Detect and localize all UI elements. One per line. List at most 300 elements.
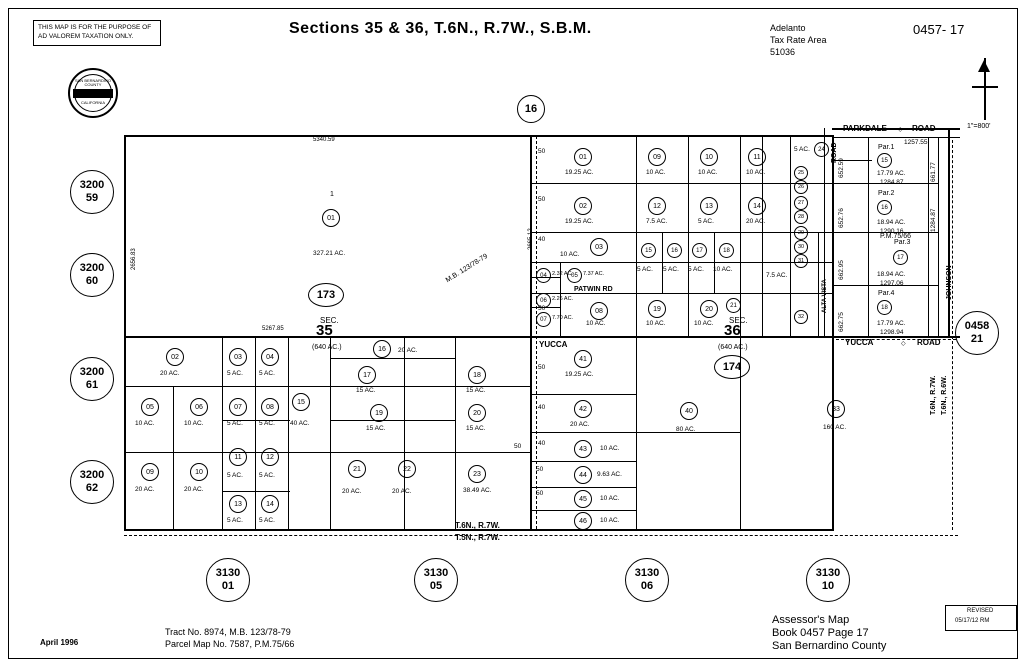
parcel-id: 10 (705, 153, 713, 161)
r-parcel-46-acres: 10 AC. (600, 517, 620, 524)
book-circle-bottom: 21 (970, 333, 984, 345)
r-parcel-29 (794, 226, 808, 240)
parcel-23 (468, 465, 486, 483)
r-parcel-41-acres: 19.25 AC. (565, 371, 594, 378)
par3-circle: 17 (893, 250, 908, 265)
johnson-road-right (948, 128, 950, 336)
parcel-17-acres: 15 AC. (356, 387, 376, 394)
johnson-road-right-label: JOHNSON (946, 265, 953, 300)
book-circle-3200-59 (70, 170, 114, 214)
township-line-1: T.6N., R.7W. (455, 521, 500, 530)
lr-grid-h-2 (531, 432, 636, 433)
par4-label: Par.4 (878, 290, 895, 297)
parcel-1-label: 1 (330, 191, 334, 198)
r-parcel-03 (590, 238, 608, 256)
book-circle-bottom: 59 (85, 192, 99, 204)
assessor-line-1: Assessor's Map (772, 614, 850, 626)
r-parcel-07-acres: 7.70 AC. (552, 315, 574, 321)
map-top-edge (124, 135, 834, 137)
book-circle-3130-01 (206, 558, 250, 602)
parcel-01-acres: 327.21 AC. (313, 250, 346, 257)
r-parcel-24 (814, 142, 829, 157)
parcel-id: 18 (473, 371, 481, 379)
r-parcel-40 (680, 402, 698, 420)
parcel-id: 02 (171, 353, 179, 361)
r-parcel-13-acres: 5 AC. (698, 218, 714, 225)
parcel-id: 09 (146, 468, 154, 476)
johnson-road-left-label: ROAD (831, 142, 838, 163)
parcel-id: 41 (579, 355, 587, 363)
parcel-10-acres: 20 AC. (184, 486, 204, 493)
yucca-left-label: YUCCA (539, 340, 568, 349)
parcel-id: 15 (297, 398, 305, 406)
r-grid-v-4 (790, 135, 791, 336)
parcel-07 (229, 398, 247, 416)
book-circle-3130-10 (806, 558, 850, 602)
parcel-id: 10 (195, 468, 203, 476)
parcel-id: 11 (234, 453, 242, 461)
par3-acres: 18.94 AC. (877, 271, 906, 278)
r-parcel-02 (574, 197, 592, 215)
parcel-09 (141, 463, 159, 481)
parkdale-road-label: PARKDALE (843, 124, 887, 133)
par-col-dim-c: 662.95 (838, 260, 845, 280)
parkdale-road-bottom (832, 137, 960, 138)
sec35-label: SEC. (320, 316, 339, 325)
r-parcel-17 (692, 243, 707, 258)
r-parcel-44 (574, 466, 592, 484)
patwin-road-label: PATWIN RD (574, 286, 613, 293)
book-circle-3200-60 (70, 253, 114, 297)
r-parcel-13 (700, 197, 718, 215)
lr-grid-h-5 (531, 510, 636, 511)
book-circle-3130-05 (414, 558, 458, 602)
par-block-left (868, 137, 869, 336)
parcel-11-acres: 5 AC. (227, 472, 243, 479)
grid-v-6 (404, 336, 405, 529)
tract-circle-label: 16 (524, 103, 538, 115)
sec36-number: 36 (724, 322, 741, 339)
r-parcel-20 (700, 300, 718, 318)
r-parcel-21 (726, 298, 741, 313)
parcel-02-acres: 20 AC. (160, 370, 180, 377)
book-circle-top: 3200 (79, 469, 105, 482)
r-parcel-15-acres: 5 AC. (637, 266, 653, 273)
r-parcel-04 (536, 268, 551, 283)
parcel-id: 03 (234, 353, 242, 361)
book-circle-top: 0458 (964, 320, 990, 333)
parcel-note: Parcel Map No. 7587, P.M.75/66 (165, 639, 295, 649)
r-parcel-24-acres: 5 AC. (794, 146, 810, 153)
r-parcel-44-acres: 9.63 AC. (597, 471, 622, 478)
parcel-22 (398, 460, 416, 478)
parcel-id: 21 (730, 302, 737, 309)
scale-note: 1"=800' (967, 123, 991, 130)
r-grid-h-5 (531, 336, 833, 338)
patwin-road-line (560, 293, 833, 294)
r-parcel-12-acres: 7.5 AC. (646, 218, 668, 225)
r-parcel-31 (794, 254, 808, 268)
r-parcel-12 (648, 197, 666, 215)
r-parcel-15 (641, 243, 656, 258)
parkdale-dash: ◇ (898, 127, 903, 133)
lr-grid-h-4 (531, 487, 636, 488)
r-parcel-42-acres: 20 AC. (570, 421, 590, 428)
r-parcel-16-acres: 5 AC. (663, 266, 679, 273)
parcel-21-acres: 20 AC. (342, 488, 362, 495)
parcel-id: 08 (266, 403, 274, 411)
tax-area-number: 51036 (770, 47, 796, 57)
yucca-road-suffix: ROAD (917, 338, 941, 347)
dim-top-width: 5340.59 (313, 137, 335, 143)
par1-circle: 15 (877, 153, 892, 168)
parcel-06-acres: 10 AC. (184, 420, 204, 427)
seal-label-2: CALIFORNIA (80, 100, 105, 105)
sec35-area: (640 AC.) (312, 344, 342, 351)
township-vert-1: T.6N., R.7W. (930, 375, 937, 415)
r-grid-h-4 (531, 262, 833, 263)
yucca-right-label: YUCCA (845, 338, 874, 347)
tract-circle-label: 173 (316, 289, 336, 301)
parcel-id: 01 (579, 153, 587, 161)
parcel-id: 04 (266, 353, 274, 361)
parcel-id: 13 (234, 500, 242, 508)
sheet-number: 0457- 17 (913, 22, 965, 37)
r-parcel-17-acres: 5 AC. (688, 266, 704, 273)
parcel-id: 40 (685, 407, 693, 415)
par1-top-dim: 1257.55 (904, 139, 928, 146)
par1-label: Par.1 (878, 144, 895, 151)
book-circle-bottom: 61 (85, 379, 99, 391)
grid-v-4 (173, 386, 174, 529)
r-parcel-33 (827, 400, 845, 418)
tax-area-city: Adelanto (770, 23, 806, 33)
parcel-id: 07 (540, 316, 547, 323)
parcel-01 (322, 209, 340, 227)
lr-grid-h-3 (531, 461, 636, 462)
assessor-line-2: Book 0457 Page 17 (772, 627, 869, 639)
parcel-id: 03 (595, 243, 603, 251)
tick-dim-6: 40 (538, 404, 546, 411)
township-line-2: T.5N., R.7W. (455, 533, 500, 542)
par-col-dim-e: 661.77 (930, 162, 937, 182)
parcel-04-acres: 5 AC. (259, 370, 275, 377)
grid-v-5 (330, 336, 331, 529)
grid-h-3 (222, 491, 290, 492)
grid-v-7 (455, 336, 456, 529)
r-parcel-11 (748, 148, 766, 166)
yucca-dash: ◇ (901, 341, 906, 347)
parcel-14-acres: 5 AC. (259, 517, 275, 524)
r-parcel-42 (574, 400, 592, 418)
page-title: Sections 35 & 36, T.6N., R.7W., S.B.M. (289, 20, 592, 37)
parkdale-road-suffix: ROAD (912, 124, 936, 133)
parcel-id: 06 (540, 297, 547, 304)
parcel-id: 45 (579, 495, 587, 503)
parcel-id: 07 (234, 403, 242, 411)
parcel-08 (261, 398, 279, 416)
grid-v-2 (255, 336, 256, 529)
par2-dim: 1290.16 (880, 228, 904, 235)
r-parcel-10 (700, 148, 718, 166)
tick-dim-5: 50 (538, 364, 546, 371)
r-grid-h-1 (531, 183, 833, 184)
map-border (8, 8, 1018, 659)
r-parcel-03-acres: 10 AC. (560, 251, 580, 258)
tract-circle-173 (308, 283, 344, 307)
book-circle-bottom: 10 (821, 580, 835, 592)
parcel-12 (261, 448, 279, 466)
parcel-id: 14 (753, 202, 761, 210)
parcel-04 (261, 348, 279, 366)
parcel-id: 12 (653, 202, 661, 210)
r-parcel-18 (719, 243, 734, 258)
tick-dim-3: 40 (538, 236, 546, 243)
r-grid-v-2 (688, 135, 689, 336)
lr-grid-h-1 (531, 394, 636, 395)
pm-label: P.M.75/66 (880, 233, 912, 240)
parcel-02 (166, 348, 184, 366)
book-circle-top: 3200 (79, 179, 105, 192)
parcel-03-acres: 5 AC. (227, 370, 243, 377)
r-parcel-43 (574, 440, 592, 458)
parcel-id: 46 (579, 517, 587, 525)
sec35-number: 35 (316, 322, 333, 339)
parcel-id: 17 (363, 371, 371, 379)
par1-acres: 17.79 AC. (877, 170, 906, 177)
tick-dim-8: 50 (536, 466, 544, 473)
parcel-06 (190, 398, 208, 416)
grid-h-2 (124, 452, 531, 453)
grid-h-5 (330, 420, 456, 421)
parcel-19-acres: 15 AC. (366, 425, 386, 432)
r-parcel-09 (648, 148, 666, 166)
book-circle-bottom: 01 (221, 580, 235, 592)
parcel-id: 28 (797, 214, 805, 220)
par2-acres: 18.94 AC. (877, 219, 906, 226)
parcel-15-acres: 40 AC. (290, 420, 310, 427)
book-circle-0458-21 (955, 311, 999, 355)
county-seal-icon (68, 68, 118, 118)
parcel-12-acres: 5 AC. (259, 472, 275, 479)
tick-dim-2: 50 (538, 196, 546, 203)
par4-acres: 17.79 AC. (877, 320, 906, 327)
map-right-edge (832, 135, 834, 530)
grid-v-1 (222, 336, 223, 529)
parcel-id: 04 (540, 272, 547, 279)
book-circle-3200-61 (70, 357, 114, 401)
par-col-dim-f: 1284.87 (930, 208, 937, 232)
r-grid-v-7 (762, 135, 763, 336)
parcel-id: 11 (753, 153, 761, 161)
parcel-id: 21 (353, 465, 361, 473)
par1-dim: 1284.87 (880, 179, 904, 186)
parcel-id: 24 (818, 146, 825, 153)
book-circle-top: 3200 (79, 366, 105, 379)
parcel-id: 09 (653, 153, 661, 161)
parcel-id: 20 (473, 409, 481, 417)
book-circle-top: 3200 (79, 262, 105, 275)
township-dash-line (124, 535, 958, 536)
book-circle-3200-62 (70, 460, 114, 504)
parcel-21 (348, 460, 366, 478)
parcel-id: 23 (473, 470, 481, 478)
r-parcel-28 (794, 210, 808, 224)
r-parcel-07 (536, 312, 551, 327)
dim-bottom-width: 5267.85 (262, 326, 284, 332)
parcel-16 (373, 340, 391, 358)
parcel-id: 18 (723, 247, 730, 254)
r-parcel-25 (794, 166, 808, 180)
r-parcel-19 (648, 300, 666, 318)
parcel-09-acres: 20 AC. (135, 486, 155, 493)
parcel-id: 30 (797, 244, 805, 250)
parcel-13 (229, 495, 247, 513)
parcel-20 (468, 404, 486, 422)
alta-vista-road-l (818, 232, 819, 336)
grid-h-6 (330, 358, 456, 359)
tax-disclaimer-note (33, 20, 161, 46)
parcel-id: 05 (146, 403, 154, 411)
alta-vista-road-label: ALTA VISTA (822, 279, 828, 313)
parcel-18-acres: 15 AC. (466, 387, 486, 394)
parcel-id: 33 (832, 405, 840, 413)
parcel-16-acres: 20 AC. (398, 347, 418, 354)
parcel-id: 08 (595, 307, 603, 315)
par3-label: Par.3 (894, 239, 911, 246)
parcel-id: 20 (705, 305, 713, 313)
r-parcel-20-acres: 10 AC. (694, 320, 714, 327)
parcel-id: 13 (705, 202, 713, 210)
tract-circle-label: 174 (722, 361, 742, 373)
tax-area-label: Tax Rate Area (770, 35, 827, 45)
parcel-id: 27 (797, 200, 805, 206)
tract-circle-174 (714, 355, 750, 379)
r-parcel-32 (794, 310, 808, 324)
r-parcel-09-acres: 10 AC. (646, 169, 666, 176)
r-parcel-46 (574, 512, 592, 530)
par4-dim: 1298.94 (880, 329, 904, 336)
par-col-dim-d: 662.75 (838, 312, 845, 332)
r-parcel-33-acres: 160 AC. (823, 424, 847, 431)
revised-label: REVISED (967, 608, 994, 614)
r-parcel-30 (794, 240, 808, 254)
parcel-id: 17 (696, 247, 703, 254)
r-parcel-02-acres: 19.25 AC. (565, 218, 594, 225)
parcel-11 (229, 448, 247, 466)
r-parcel-27 (794, 196, 808, 210)
book-circle-bottom: 05 (429, 580, 443, 592)
parcel-13-acres: 5 AC. (227, 517, 243, 524)
r-parcel-08 (590, 302, 608, 320)
book-circle-top: 3130 (423, 567, 449, 580)
parcel-id: 12 (266, 453, 274, 461)
dim-left-height: 2656.83 (131, 248, 137, 270)
map-date: April 1996 (40, 638, 79, 647)
parcel-23-acres: 38.49 AC. (463, 487, 492, 494)
parcel-id: 22 (403, 465, 411, 473)
parcel-id: 01 (327, 214, 335, 222)
book-circle-bottom: 62 (85, 482, 99, 494)
tick-dim-10: 50 (514, 443, 522, 450)
r-parcel-01-acres: 19.25 AC. (565, 169, 594, 176)
parcel-id: 02 (579, 202, 587, 210)
r-parcel-14 (748, 197, 766, 215)
r-parcel-06-acres: 2.26 AC. (552, 296, 574, 302)
parcel-22-acres: 20 AC. (392, 488, 412, 495)
sec36-label: SEC. (729, 316, 748, 325)
dim-right-height: 2665.12 (528, 228, 534, 250)
sec36-area: (640 AC.) (718, 344, 748, 351)
parcel-id: 19 (653, 305, 661, 313)
r-parcel-40-acres: 80 AC. (676, 426, 696, 433)
parcel-id: 19 (375, 409, 383, 417)
r-parcel-11-acres: 10 AC. (746, 169, 766, 176)
parcel-id: 26 (797, 184, 805, 190)
r-parcel-43-acres: 10 AC. (600, 445, 620, 452)
tax-disclaimer-text: THIS MAP IS FOR THE PURPOSE OF AD VALOREM TAXATION ONLY. (38, 24, 152, 40)
r-grid-h-2 (531, 232, 833, 233)
r-parcel-19-acres: 10 AC. (646, 320, 666, 327)
tract-circle-16 (517, 95, 545, 123)
r-parcel-26 (794, 180, 808, 194)
grid-v-3 (288, 336, 289, 529)
par4-circle: 18 (877, 300, 892, 315)
township-vert-2: T.6N., R.6W. (941, 375, 948, 415)
assessor-line-3: San Bernardino County (772, 640, 887, 652)
r-parcel-05-acres: 7.37 AC. (583, 271, 605, 277)
parcel-id: 42 (579, 405, 587, 413)
map-left-edge (124, 135, 126, 530)
par2-label: Par.2 (878, 190, 895, 197)
r-parcel-05 (567, 268, 582, 283)
parcel-14 (261, 495, 279, 513)
johnson-road-inner (938, 137, 939, 336)
parcel-id: 16 (671, 247, 678, 254)
book-circle-top: 3130 (634, 567, 660, 580)
parcel-08-acres: 5 AC. (259, 420, 275, 427)
parcel-17 (358, 366, 376, 384)
book-circle-top: 3130 (815, 567, 841, 580)
par-col-dim-a: 652.59 (838, 158, 845, 178)
r-parcel-23-acres: 7.5 AC. (766, 272, 788, 279)
parcel-id: 32 (797, 314, 805, 320)
parcel-id: 06 (195, 403, 203, 411)
r-parcel-01 (574, 148, 592, 166)
par3-dim: 1297.06 (880, 280, 904, 287)
r-parcel-10-acres: 10 AC. (698, 169, 718, 176)
parcel-10 (190, 463, 208, 481)
parcel-id: 14 (266, 500, 274, 508)
parcel-05-acres: 10 AC. (135, 420, 155, 427)
parcel-id: 44 (579, 471, 587, 479)
r-parcel-14-acres: 20 AC. (746, 218, 766, 225)
parcel-03 (229, 348, 247, 366)
book-circle-bottom: 06 (640, 580, 654, 592)
revised-date: 05/17/12 RM (955, 618, 990, 624)
tract-note: Tract No. 8974, M.B. 123/78-79 (165, 627, 291, 637)
parcel-07-acres: 5 AC. (227, 420, 243, 427)
par-col-dim-b: 652.76 (838, 208, 845, 228)
r-parcel-45-acres: 10 AC. (600, 495, 620, 502)
parcel-20-acres: 15 AC. (466, 425, 486, 432)
par-block-right (928, 137, 929, 336)
parcel-id: 29 (797, 230, 805, 236)
parcel-id: 05 (571, 272, 578, 279)
seal-label: SAN BERNARDINO COUNTY (74, 78, 111, 88)
par2-circle: 16 (877, 200, 892, 215)
tick-dim-1: 50 (538, 148, 546, 155)
